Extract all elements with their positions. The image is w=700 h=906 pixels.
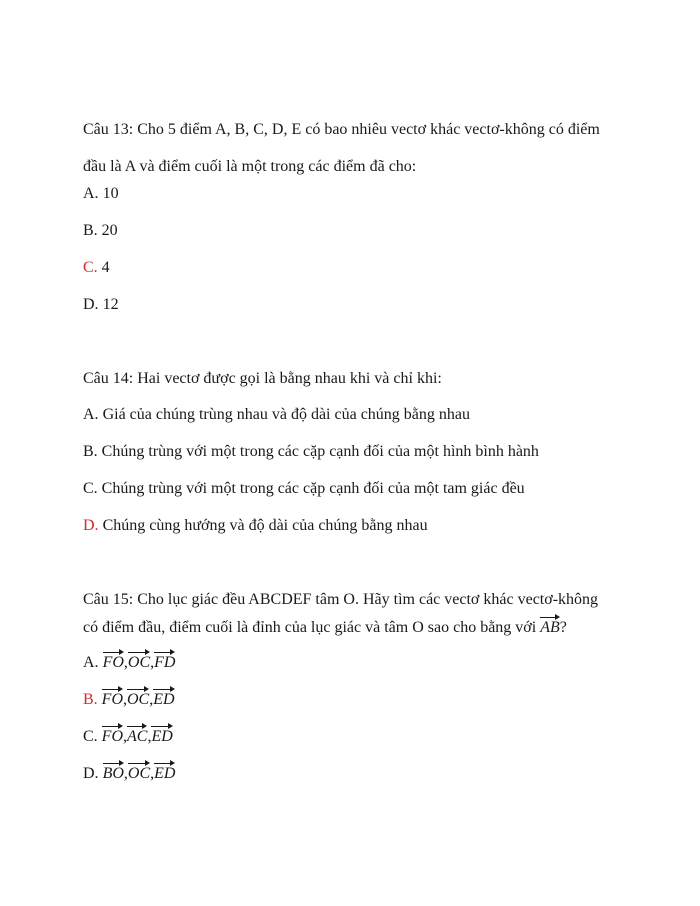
option-text: Chúng trùng với một trong các cặp cạnh đối của một tam giác đều	[101, 480, 525, 497]
vector-3: ED	[153, 687, 174, 710]
q14-option-d	[83, 516, 428, 536]
option-letter: A.	[83, 406, 99, 423]
option-letter-correct: C.	[83, 259, 98, 276]
vector-3: FD	[154, 650, 175, 673]
vector-1: FO	[103, 650, 124, 673]
vector-2: OC	[128, 650, 150, 673]
option-text: 10	[102, 185, 119, 202]
vector-3: ED	[151, 724, 172, 747]
q14-option-c	[83, 479, 525, 499]
option-text: Giá của chúng trùng nhau và độ dài của chúng bằng nhau	[102, 406, 470, 423]
separator: ,	[123, 691, 127, 708]
option-letter: C.	[83, 480, 98, 497]
option-text: Chúng trùng với một trong các cặp cạnh đối của một hình bình hành	[101, 443, 539, 460]
vector-2: OC	[127, 687, 149, 710]
option-text: Chúng cùng hướng và độ dài của chúng bằng nhau	[102, 517, 428, 534]
q15-option-a	[83, 650, 175, 673]
question-mark: ?	[559, 619, 567, 636]
vector-1: FO	[102, 724, 123, 747]
q13-option-c	[83, 258, 110, 278]
separator: ,	[123, 654, 128, 671]
option-letter: B.	[83, 443, 98, 460]
vector-2: OC	[128, 761, 150, 784]
question-15-text: có điểm đầu, điểm cuối là đỉnh của lục giác và tâm O sao cho bằng với	[83, 619, 541, 636]
q13-option-a	[83, 184, 119, 204]
vector-ab: AB	[540, 615, 560, 638]
q15-option-b	[83, 687, 175, 710]
option-letter-correct: B.	[83, 691, 98, 708]
option-letter-correct: D.	[83, 517, 99, 534]
option-text: 4	[101, 259, 110, 276]
vector-1: BO	[103, 761, 124, 784]
vector-2: AC	[127, 724, 147, 747]
q15-option-d	[83, 761, 175, 784]
separator: ,	[147, 728, 152, 745]
separator: ,	[150, 765, 155, 782]
question-15-line-1: Câu 15: Cho lục giác đều ABCDEF tâm O. Hãy tìm các vectơ khác vectơ-không	[83, 591, 599, 608]
q14-option-a	[83, 405, 470, 425]
option-letter: C.	[83, 728, 98, 745]
q14-option-b	[83, 442, 539, 462]
option-letter: D.	[83, 765, 99, 782]
option-letter: B.	[83, 222, 98, 239]
separator: ,	[149, 691, 154, 708]
separator: ,	[123, 765, 128, 782]
q15-option-c	[83, 724, 173, 747]
option-letter: A.	[83, 654, 99, 671]
question-15-line-2	[83, 615, 567, 638]
question-13-line-2: đầu là A và điểm cuối là một trong các điểm đã cho:	[83, 158, 417, 175]
option-letter: A.	[83, 185, 99, 202]
vector-1: FO	[102, 687, 123, 710]
option-text: 20	[101, 222, 118, 239]
separator: ,	[150, 654, 155, 671]
q13-option-d	[83, 295, 119, 315]
vector-3: ED	[154, 761, 175, 784]
question-14-line-1: Câu 14: Hai vectơ được gọi là bằng nhau khi và chỉ khi:	[83, 370, 442, 387]
option-text: 12	[102, 296, 119, 313]
option-letter: D.	[83, 296, 99, 313]
q13-option-b	[83, 221, 118, 241]
question-13-line-1: Câu 13: Cho 5 điểm A, B, C, D, E có bao nhiêu vectơ khác vectơ-không có điểm	[83, 121, 600, 138]
separator: ,	[123, 728, 127, 745]
